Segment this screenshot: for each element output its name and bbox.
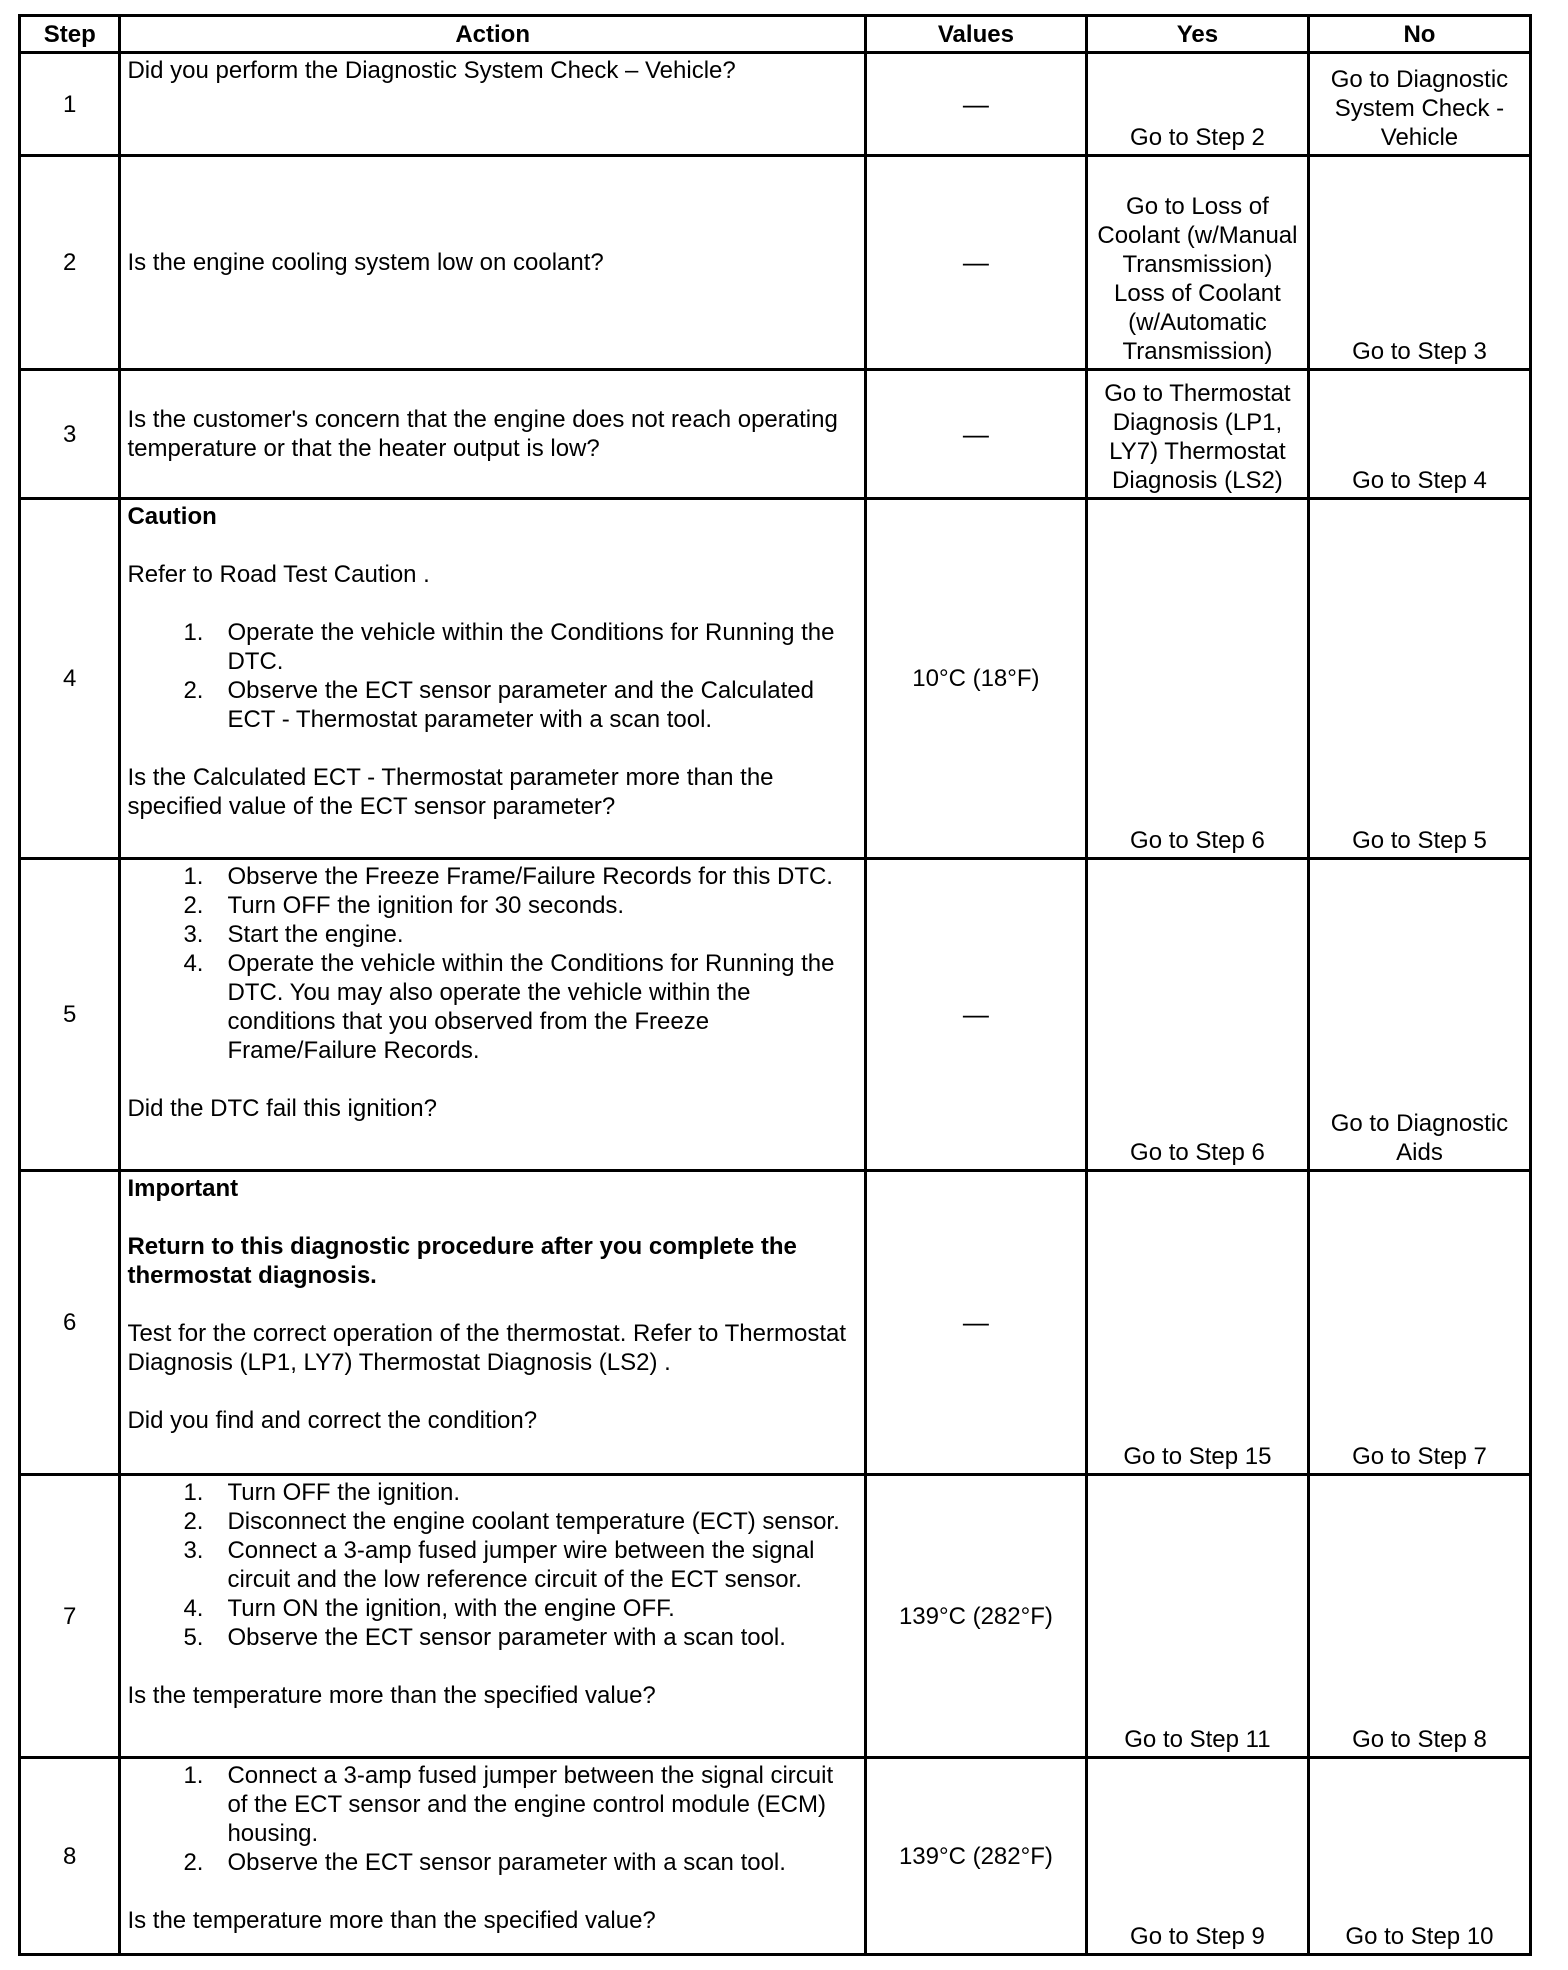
list-item: 2. Observe the ECT sensor parameter and the Calculated ECT - Thermostat parameter with a scan tool. xyxy=(183,677,814,733)
step-number: 8 xyxy=(20,1758,120,1955)
list-item: 2. Observe the ECT sensor parameter with a scan tool. xyxy=(183,1849,786,1876)
no-cell: Go to Step 5 xyxy=(1308,499,1530,859)
action-question: Is the Calculated ECT - Thermostat parameter more than the specified value of the ECT sensor parameter? xyxy=(127,764,774,820)
action-question: Did the DTC fail this ignition? xyxy=(127,1095,437,1122)
yes-cell: Go to Step 9 xyxy=(1086,1758,1308,1955)
no-cell: Go to Step 4 xyxy=(1308,370,1530,499)
value-cell: — xyxy=(865,859,1086,1171)
diagnostic-table xyxy=(18,14,1532,1956)
list-item: 1. Observe the Freeze Frame/Failure Records for this DTC. xyxy=(183,863,833,890)
step-number: 7 xyxy=(20,1475,120,1758)
no-cell: Go to Step 8 xyxy=(1308,1475,1530,1758)
step-number: 2 xyxy=(20,156,120,370)
list-item: 5. Observe the ECT sensor parameter with a scan tool. xyxy=(183,1624,786,1651)
value-cell: — xyxy=(865,1171,1086,1475)
yes-cell: Go to Loss of Coolant (w/Manual Transmission) Loss of Coolant (w/Automatic Transmission) xyxy=(1086,156,1308,370)
yes-cell: Go to Step 6 xyxy=(1086,499,1308,859)
action-question: Did you find and correct the condition? xyxy=(127,1407,538,1434)
no-cell: Go to Step 7 xyxy=(1308,1171,1530,1475)
action-question: Is the temperature more than the specified value? xyxy=(127,1682,656,1709)
table-row xyxy=(20,1758,1531,1955)
header-action: Action xyxy=(120,16,865,53)
list-item: 3. Connect a 3-amp fused jumper wire between the signal circuit and the low reference circuit of the ECT sensor. xyxy=(183,1537,815,1593)
table-row xyxy=(20,499,1531,859)
value-cell: — xyxy=(865,53,1086,156)
action-steps xyxy=(127,862,857,1065)
step-number: 4 xyxy=(20,499,120,859)
action-note: Refer to Road Test Caution . xyxy=(127,561,430,588)
list-item: 2. Turn OFF the ignition for 30 seconds. xyxy=(183,892,625,919)
value-cell: — xyxy=(865,156,1086,370)
no-cell: Go to Step 10 xyxy=(1308,1758,1530,1955)
list-item: 1. Turn OFF the ignition. xyxy=(183,1479,460,1506)
list-item: 2. Disconnect the engine coolant temperature (ECT) sensor. xyxy=(183,1508,840,1535)
yes-cell: Go to Step 2 xyxy=(1086,53,1308,156)
table-row xyxy=(20,156,1531,370)
action-steps xyxy=(127,1478,857,1652)
action-question: Is the temperature more than the specified value? xyxy=(127,1907,656,1934)
action-cell xyxy=(120,1171,865,1475)
step-number: 1 xyxy=(20,53,120,156)
action-cell xyxy=(120,1475,865,1758)
header-no: No xyxy=(1308,16,1530,53)
list-item: 4. Operate the vehicle within the Conditions for Running the DTC. You may also operate the vehicle within the conditions that you observed from the Freeze Frame/Failure Records. xyxy=(183,950,835,1064)
yes-cell: Go to Thermostat Diagnosis (LP1, LY7) Thermostat Diagnosis (LS2) xyxy=(1086,370,1308,499)
action-cell xyxy=(120,859,865,1171)
header-yes: Yes xyxy=(1086,16,1308,53)
yes-cell: Go to Step 6 xyxy=(1086,859,1308,1171)
step-number: 3 xyxy=(20,370,120,499)
no-cell: Go to Step 3 xyxy=(1308,156,1530,370)
value-cell: 10°C (18°F) xyxy=(865,499,1086,859)
value-cell: — xyxy=(865,370,1086,499)
action-question: Is the customer's concern that the engine does not reach operating temperature or that the heater output is low? xyxy=(127,406,838,462)
yes-cell: Go to Step 15 xyxy=(1086,1171,1308,1475)
caution-heading: Caution xyxy=(127,503,217,530)
action-cell xyxy=(120,370,865,499)
action-cell xyxy=(120,499,865,859)
list-item: 1. Connect a 3-amp fused jumper between the signal circuit of the ECT sensor and the engine control module (ECM) housing. xyxy=(183,1762,834,1847)
action-cell xyxy=(120,156,865,370)
action-question: Is the engine cooling system low on coolant? xyxy=(127,249,604,276)
step-number: 5 xyxy=(20,859,120,1171)
value-cell: 139°C (282°F) xyxy=(865,1758,1086,1955)
value-cell: 139°C (282°F) xyxy=(865,1475,1086,1758)
step-number: 6 xyxy=(20,1171,120,1475)
no-cell: Go to Diagnostic System Check - Vehicle xyxy=(1308,53,1530,156)
list-item: 1. Operate the vehicle within the Conditions for Running the DTC. xyxy=(183,619,835,675)
header-row xyxy=(20,16,1531,53)
important-heading: Important xyxy=(127,1175,239,1202)
action-steps xyxy=(127,1761,857,1877)
table-row xyxy=(20,1475,1531,1758)
table-row xyxy=(20,53,1531,156)
action-cell xyxy=(120,1758,865,1955)
table-row xyxy=(20,370,1531,499)
action-steps xyxy=(127,618,857,734)
action-cell xyxy=(120,53,865,156)
action-note: Test for the correct operation of the thermostat. Refer to Thermostat Diagnosis (LP1, LY7) Thermostat Diagnosis (LS2) . xyxy=(127,1320,847,1376)
important-note: Return to this diagnostic procedure after you complete the thermostat diagnosis. xyxy=(127,1233,797,1289)
header-values: Values xyxy=(865,16,1086,53)
yes-cell: Go to Step 11 xyxy=(1086,1475,1308,1758)
header-step: Step xyxy=(20,16,120,53)
action-question: Did you perform the Diagnostic System Check – Vehicle? xyxy=(127,57,736,84)
table-row xyxy=(20,859,1531,1171)
table-row xyxy=(20,1171,1531,1475)
list-item: 4. Turn ON the ignition, with the engine OFF. xyxy=(183,1595,675,1622)
no-cell: Go to Diagnostic Aids xyxy=(1308,859,1530,1171)
list-item: 3. Start the engine. xyxy=(183,921,404,948)
